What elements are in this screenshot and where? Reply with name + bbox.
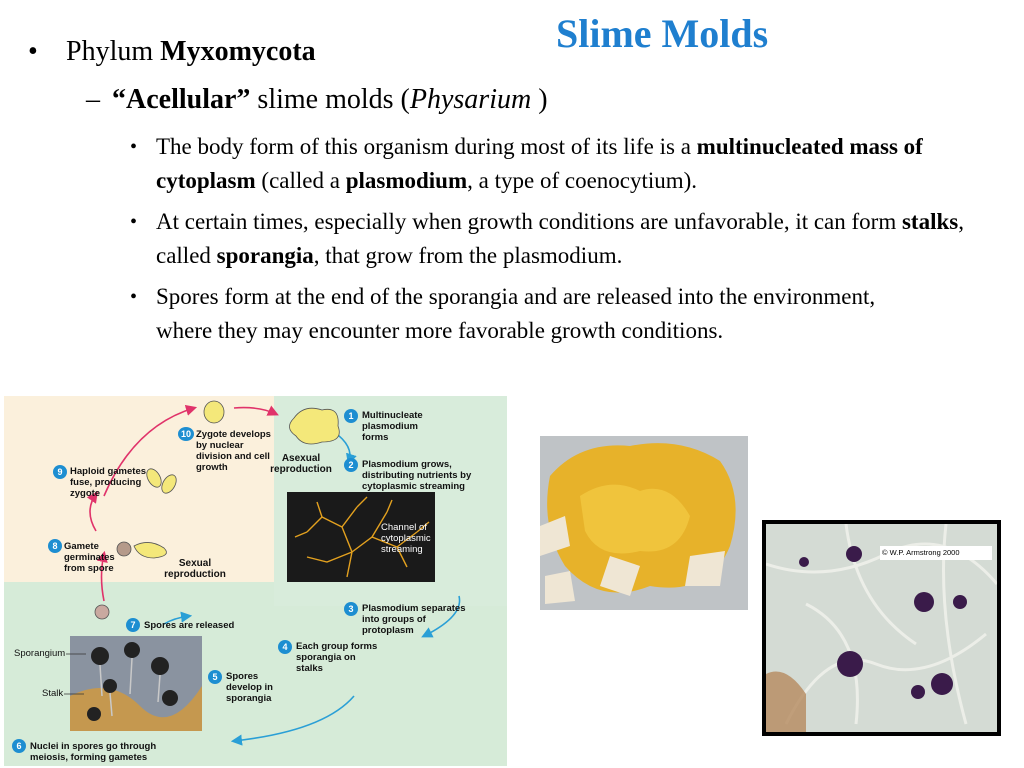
text: , called <box>156 209 964 268</box>
step-label: Plasmodium separates into groups of protoplasm <box>362 603 466 636</box>
life-cycle-diagram <box>4 396 507 766</box>
genus-name: Physarium <box>409 84 532 115</box>
bold-term: multinucleated mass of cytoplasm <box>156 134 923 193</box>
acellular-suffix: ) <box>531 84 548 115</box>
bullet-marker: • <box>130 286 138 308</box>
acellular-middle: slime molds ( <box>250 84 410 115</box>
amoeboid-gamete-shape <box>134 542 166 558</box>
step-label: Each group forms sporangia on stalks <box>296 641 378 674</box>
plasmodium-shape <box>289 408 339 444</box>
photo-credit-text: W.P. Armstrong 2000 <box>889 548 960 557</box>
acellular-label: “Acellular” <box>112 84 251 115</box>
photo-credit: © W.P. Armstrong 2000 <box>880 546 992 560</box>
bullet-marker: • <box>28 36 38 67</box>
slide-title: Slime Molds <box>556 11 769 56</box>
yellow-plasmodium-photo <box>540 436 748 610</box>
step-badge: 6 <box>12 739 26 753</box>
dash-marker: – <box>86 84 100 115</box>
step-label: Multinucleate plasmodium forms <box>362 410 423 443</box>
text: Spores form at the end of the sporangia and are released into the environment, where they may encounter more favorable growth conditions. <box>156 284 876 343</box>
sexual-reproduction-label: Sexual reproduction <box>164 558 226 580</box>
zygote-shape <box>204 401 224 423</box>
text: The body form of this organism during most of its life is a <box>156 134 697 159</box>
text: , that grow from the plasmodium. <box>313 243 623 268</box>
step-badge: 10 <box>178 427 194 441</box>
step-badge: 8 <box>48 539 62 553</box>
step-label: Haploid gametes fuse, producing zygote <box>70 466 147 499</box>
plasmodium-photo <box>287 492 435 582</box>
step-label: Plasmodium grows, distributing nutrients by cytoplasmic streaming <box>362 459 472 492</box>
step-label: Spores develop in sporangia <box>226 671 273 704</box>
text: , a type of coenocytium). <box>467 168 698 193</box>
phylum-name: Myxomycota <box>160 36 316 67</box>
step-label: Nuclei in spores go through meiosis, forming gametes <box>30 741 157 763</box>
text: At certain times, especially when growth conditions are unfavorable, it can form <box>156 209 902 234</box>
bullet-marker: • <box>130 136 138 158</box>
stalk-label: Stalk <box>42 688 64 699</box>
sporangia-closeup-image <box>766 524 997 732</box>
phylum-prefix: Phylum <box>66 36 161 67</box>
bold-term: plasmodium <box>345 168 468 193</box>
sporangia-image <box>70 636 202 731</box>
sporangia-photo <box>70 636 202 731</box>
gamete-shape <box>159 472 179 495</box>
step-badge: 1 <box>344 409 358 423</box>
step-label: Zygote develops by nuclear division and cell growth <box>196 429 271 473</box>
step-badge: 7 <box>126 618 140 632</box>
channel-label: Channel of cytoplasmic streaming <box>381 522 431 555</box>
plasmodium-mass-image <box>540 436 748 610</box>
step-label: Gamete germinates from spore <box>64 541 115 574</box>
step-label: Spores are released <box>144 620 235 631</box>
bullet-marker: • <box>130 211 138 233</box>
step-badge: 9 <box>53 465 67 479</box>
step-badge: 5 <box>208 670 222 684</box>
step-badge: 3 <box>344 602 358 616</box>
text: (called a <box>255 168 346 193</box>
bold-term: stalks <box>901 209 959 234</box>
sporangia-closeup-photo <box>762 520 1001 736</box>
asexual-reproduction-label: Asexual reproduction <box>270 453 332 475</box>
step-badge: 4 <box>278 640 292 654</box>
bold-term: sporangia <box>216 243 314 268</box>
step-badge: 2 <box>344 458 358 472</box>
sporangium-label: Sporangium <box>14 648 66 659</box>
released-spore-shape <box>95 605 109 619</box>
